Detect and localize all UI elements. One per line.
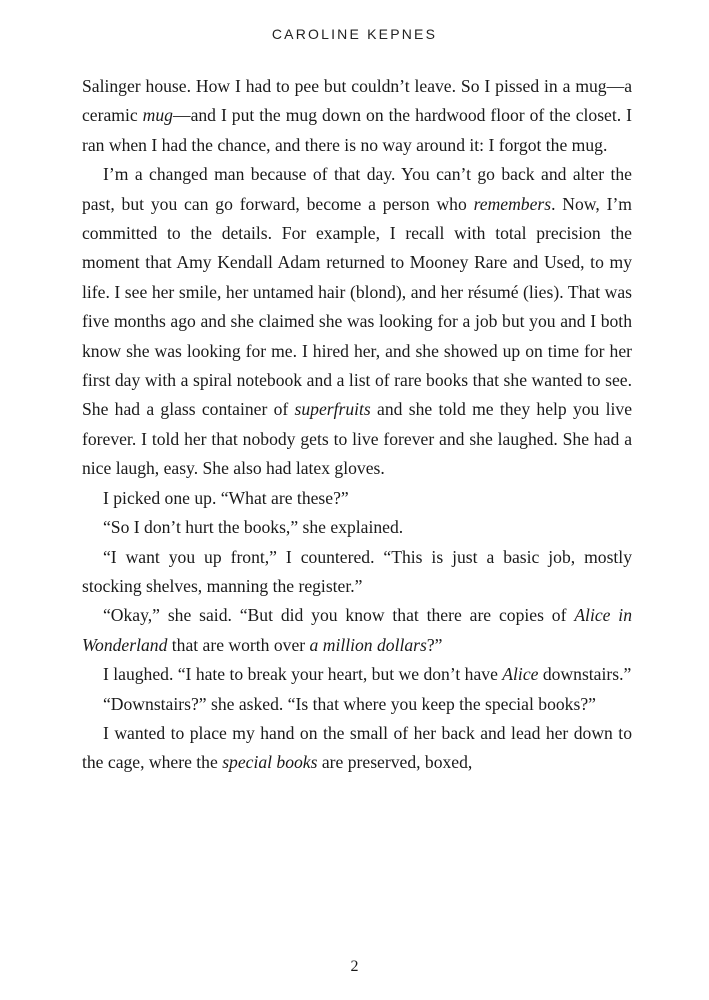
text-run: downstairs.” — [538, 664, 632, 685]
paragraph — [82, 160, 632, 483]
text-run: I laughed. “I hate to break your heart, but we don’t have — [103, 664, 503, 685]
paragraph — [82, 601, 632, 660]
italic-text-run: remembers — [473, 193, 552, 214]
text-run: that are worth over — [167, 634, 310, 655]
text-run: “I want you up front,” I countered. “This is just a basic job, mostly stocking shelves, manning the register.” — [82, 546, 632, 596]
paragraph — [82, 660, 632, 689]
text-run: I’m a changed man because of that day. You can’t go back and alter the past, but you can go forward, become a person who — [82, 164, 632, 214]
text-run: —and I put the mug down on the hardwood floor of the closet. I ran when I had the chance, and there is no way around it: I forgot the mug. — [82, 105, 632, 155]
text-run: I picked one up. “What are these?” — [103, 487, 349, 508]
italic-text-run: Alice — [502, 664, 539, 685]
text-run: ?” — [426, 634, 443, 655]
text-run: I wanted to place my hand on the small of her back and lead her down to the cage, where the — [82, 722, 632, 773]
page-number: 2 — [350, 958, 359, 975]
italic-text-run: superfruits — [294, 399, 371, 420]
italic-text-run: special books — [222, 752, 318, 773]
paragraph — [82, 543, 632, 602]
paragraph — [82, 690, 632, 719]
text-run: are preserved, boxed, — [317, 752, 473, 773]
text-run: and she told me they help you live forever. I told her that nobody gets to live forever and she laughed. She had a nice laugh, easy. She also had latex gloves. — [82, 399, 632, 479]
text-run: Salinger house. How I had to pee but couldn’t leave. So I pissed in a mug—a ceramic — [82, 76, 632, 126]
paragraph — [82, 72, 632, 160]
italic-text-run: mug — [142, 105, 173, 126]
text-run: “Okay,” she said. “But did you know that there are copies of — [103, 605, 575, 626]
text-run: “Downstairs?” she asked. “Is that where you keep the special books?” — [103, 693, 596, 714]
running-head: CAROLINE KEPNES — [271, 26, 438, 42]
italic-text-run: a million dollars — [309, 634, 427, 655]
italic-text-run: Alice in Wonderland — [82, 605, 632, 655]
text-run: “So I don’t hurt the books,” she explained. — [103, 517, 404, 538]
text-run: . Now, I’m committed to the details. For example, I recall with total precision the moment that Amy Kendall Adam returned to Mooney Rare and Used, to my life. I see her smile, her untamed hair (blond), and her résumé (lies). That was five months ago and she claimed she was looking for a job but you and I both know she was looking for me. I hired her, and she showed up on time for her first day with a spiral notebook and a list of rare books that she wanted to see. She had a glass container of — [82, 193, 632, 420]
body-text — [82, 72, 632, 778]
paragraph — [82, 484, 632, 513]
paragraph — [82, 719, 632, 778]
paragraph — [82, 513, 632, 542]
